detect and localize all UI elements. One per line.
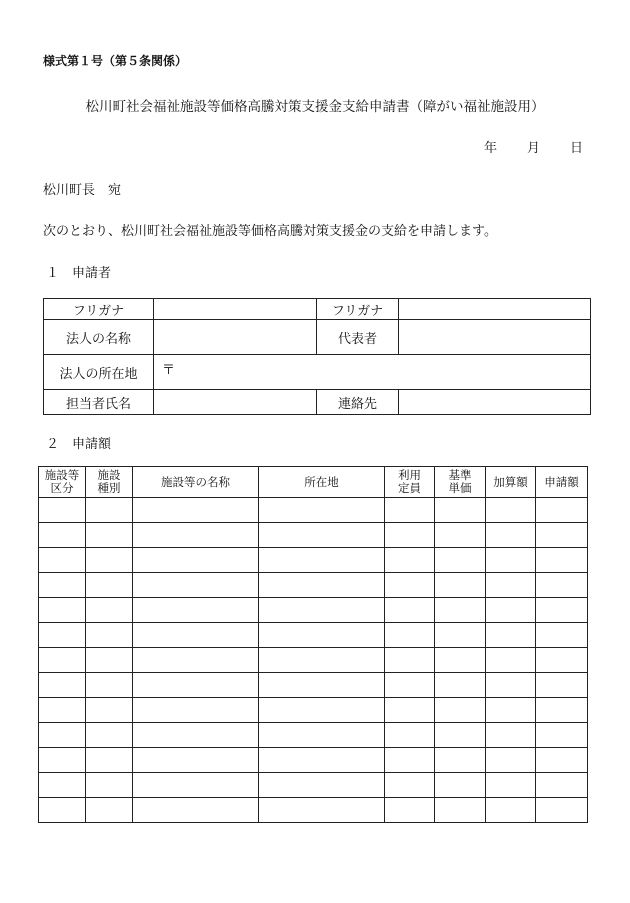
table-cell[interactable]: [259, 573, 385, 598]
table-row: [39, 748, 588, 773]
table-cell[interactable]: [86, 623, 133, 648]
date-day: 日: [570, 141, 584, 156]
table-cell[interactable]: [486, 798, 536, 823]
table-cell[interactable]: [259, 773, 385, 798]
furigana-label: フリガナ: [44, 299, 154, 320]
table-cell[interactable]: [486, 723, 536, 748]
table-cell[interactable]: [536, 648, 588, 673]
table-cell[interactable]: [435, 723, 486, 748]
table-cell[interactable]: [486, 498, 536, 523]
table-cell[interactable]: [435, 523, 486, 548]
table-cell[interactable]: [486, 773, 536, 798]
table-cell[interactable]: [86, 773, 133, 798]
table-cell[interactable]: [486, 623, 536, 648]
section-number: １: [46, 266, 60, 281]
table-row: [39, 548, 588, 573]
table-cell[interactable]: [259, 723, 385, 748]
representative-field[interactable]: [399, 320, 591, 355]
table-cell[interactable]: [435, 573, 486, 598]
table-cell[interactable]: [536, 548, 588, 573]
table-cell[interactable]: [486, 548, 536, 573]
table-cell[interactable]: [385, 573, 435, 598]
addressee: 松川町長 宛: [43, 183, 122, 198]
table-cell[interactable]: [536, 773, 588, 798]
table-cell[interactable]: [39, 523, 86, 548]
corp-name-label: 法人の名称: [44, 320, 154, 355]
table-cell[interactable]: [133, 648, 259, 673]
table-cell[interactable]: [86, 598, 133, 623]
form-number: 様式第１号（第５条関係）: [43, 54, 188, 68]
table-cell[interactable]: [385, 698, 435, 723]
table-row: [39, 673, 588, 698]
table-row: [39, 523, 588, 548]
table-cell[interactable]: [536, 673, 588, 698]
corp-furigana-field[interactable]: [154, 299, 317, 320]
table-cell[interactable]: [536, 598, 588, 623]
corp-name-field[interactable]: [154, 320, 317, 355]
table-cell[interactable]: [486, 673, 536, 698]
table-cell[interactable]: [486, 698, 536, 723]
col-additional-amount: 加算額: [486, 467, 536, 498]
postal-mark: 〒: [162, 362, 176, 378]
table-cell[interactable]: [133, 573, 259, 598]
table-row: [39, 498, 588, 523]
intro-text: 次のとおり、松川町社会福祉施設等価格高騰対策支援金の支給を申請します。: [43, 224, 497, 239]
table-cell[interactable]: [259, 673, 385, 698]
date-line: [484, 137, 583, 156]
section-title: 申請額: [72, 437, 112, 452]
table-cell[interactable]: [39, 498, 86, 523]
table-cell[interactable]: [39, 798, 86, 823]
table-cell[interactable]: [39, 648, 86, 673]
table-cell[interactable]: [385, 798, 435, 823]
table-cell[interactable]: [385, 673, 435, 698]
document-title: 松川町社会福祉施設等価格高騰対策支援金支給申請書（障がい福祉施設用）: [85, 99, 545, 115]
table-cell[interactable]: [385, 748, 435, 773]
table-cell[interactable]: [536, 498, 588, 523]
table-cell[interactable]: [86, 548, 133, 573]
table-cell[interactable]: [435, 498, 486, 523]
table-cell[interactable]: [259, 698, 385, 723]
date-month: 月: [527, 141, 541, 156]
table-cell[interactable]: [536, 698, 588, 723]
rep-furigana-field[interactable]: [399, 299, 591, 320]
table-cell[interactable]: [39, 623, 86, 648]
table-cell[interactable]: [435, 798, 486, 823]
table-cell[interactable]: [536, 723, 588, 748]
table-cell[interactable]: [39, 748, 86, 773]
table-cell[interactable]: [259, 598, 385, 623]
section-amount-heading: [46, 433, 111, 452]
table-cell[interactable]: [536, 748, 588, 773]
section-number: ２: [46, 437, 60, 452]
table-cell[interactable]: [435, 748, 486, 773]
table-cell[interactable]: [39, 723, 86, 748]
table-cell[interactable]: [86, 798, 133, 823]
table-cell[interactable]: [86, 648, 133, 673]
table-cell[interactable]: [259, 648, 385, 673]
table-cell[interactable]: [133, 798, 259, 823]
table-cell[interactable]: [536, 573, 588, 598]
table-cell[interactable]: [259, 523, 385, 548]
section-applicant-heading: [46, 262, 111, 281]
table-cell[interactable]: [133, 498, 259, 523]
col-facility-name: 施設等の名称: [133, 467, 259, 498]
table-cell[interactable]: [486, 748, 536, 773]
table-cell[interactable]: [385, 523, 435, 548]
table-cell[interactable]: [39, 698, 86, 723]
corp-address-label: 法人の所在地: [44, 355, 154, 390]
table-row: [39, 623, 588, 648]
col-facility-category: 施設等 区分: [39, 467, 86, 498]
table-cell[interactable]: [133, 748, 259, 773]
table-row: [39, 798, 588, 823]
furigana-label: フリガナ: [317, 299, 399, 320]
table-cell[interactable]: [86, 723, 133, 748]
corp-address-field[interactable]: [154, 355, 591, 390]
table-cell[interactable]: [133, 523, 259, 548]
section-title: 申請者: [72, 266, 112, 281]
table-cell[interactable]: [385, 773, 435, 798]
table-cell[interactable]: [259, 623, 385, 648]
table-cell[interactable]: [385, 723, 435, 748]
table-cell[interactable]: [486, 598, 536, 623]
table-cell[interactable]: [86, 573, 133, 598]
table-cell[interactable]: [486, 573, 536, 598]
table-row: [39, 773, 588, 798]
table-cell[interactable]: [435, 648, 486, 673]
applicant-table: [43, 298, 591, 415]
table-cell[interactable]: [385, 498, 435, 523]
table-cell[interactable]: [133, 623, 259, 648]
contact-label: 連絡先: [317, 390, 399, 415]
table-cell[interactable]: [486, 523, 536, 548]
table-cell[interactable]: [385, 548, 435, 573]
table-cell[interactable]: [536, 798, 588, 823]
col-capacity: 利用 定員: [385, 467, 435, 498]
table-cell[interactable]: [259, 498, 385, 523]
table-cell[interactable]: [259, 798, 385, 823]
table-cell[interactable]: [259, 548, 385, 573]
table-row: [39, 598, 588, 623]
table-cell[interactable]: [133, 723, 259, 748]
table-cell[interactable]: [133, 548, 259, 573]
table-cell[interactable]: [435, 673, 486, 698]
table-cell[interactable]: [385, 598, 435, 623]
table-cell[interactable]: [435, 623, 486, 648]
table-row: [39, 573, 588, 598]
table-cell[interactable]: [133, 673, 259, 698]
table-cell[interactable]: [133, 698, 259, 723]
table-cell[interactable]: [133, 773, 259, 798]
table-cell[interactable]: [536, 623, 588, 648]
table-cell[interactable]: [435, 698, 486, 723]
date-year: 年: [484, 141, 498, 156]
table-row: [39, 648, 588, 673]
col-location: 所在地: [259, 467, 385, 498]
table-row: [39, 698, 588, 723]
table-cell[interactable]: [486, 648, 536, 673]
table-row: [39, 723, 588, 748]
col-base-unit-price: 基準 単価: [435, 467, 486, 498]
table-cell[interactable]: [39, 773, 86, 798]
representative-label: 代表者: [317, 320, 399, 355]
table-cell[interactable]: [385, 648, 435, 673]
table-cell[interactable]: [86, 523, 133, 548]
table-cell[interactable]: [259, 748, 385, 773]
table-cell[interactable]: [133, 598, 259, 623]
table-cell[interactable]: [435, 773, 486, 798]
table-cell[interactable]: [39, 598, 86, 623]
contact-person-label: 担当者氏名: [44, 390, 154, 415]
table-cell[interactable]: [435, 548, 486, 573]
table-cell[interactable]: [86, 748, 133, 773]
table-cell[interactable]: [39, 673, 86, 698]
amount-table: [38, 466, 588, 823]
table-cell[interactable]: [86, 498, 133, 523]
table-cell[interactable]: [86, 698, 133, 723]
table-cell[interactable]: [39, 548, 86, 573]
col-facility-type: 施設 種別: [86, 467, 133, 498]
table-cell[interactable]: [385, 623, 435, 648]
contact-person-field[interactable]: [154, 390, 317, 415]
col-applied-amount: 申請額: [536, 467, 588, 498]
table-cell[interactable]: [435, 598, 486, 623]
table-cell[interactable]: [86, 673, 133, 698]
table-cell[interactable]: [536, 523, 588, 548]
table-cell[interactable]: [39, 573, 86, 598]
contact-field[interactable]: [399, 390, 591, 415]
